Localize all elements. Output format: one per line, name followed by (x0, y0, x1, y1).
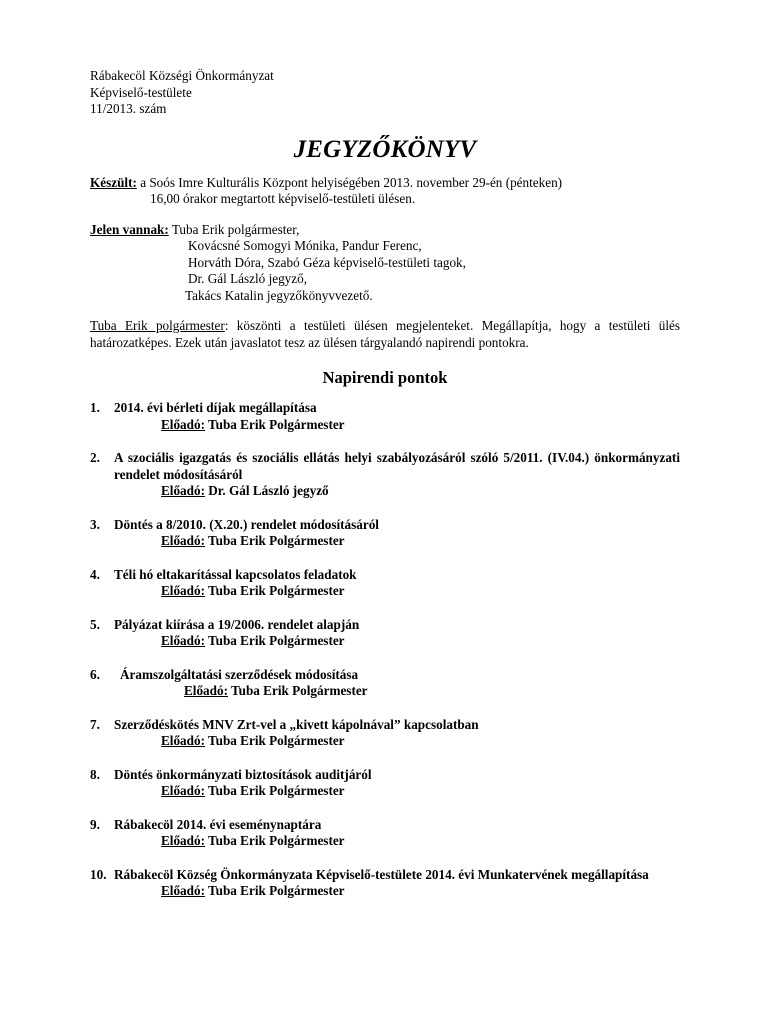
agenda-item-title: A szociális igazgatás és szociális ellátás helyi szabályozásáról szóló 5/2011. (IV.04.) önkormányzati rendelet módosításáról (114, 450, 680, 482)
presenter-label: Előadó: (161, 783, 205, 798)
presenter-name: Tuba Erik Polgármester (204, 533, 345, 548)
agenda-item-number: 3. (90, 516, 100, 532)
agenda-item-presenter (114, 417, 680, 434)
keszult-line-1 (90, 175, 680, 192)
agenda-item (90, 667, 680, 700)
keszult-paragraph (90, 175, 680, 208)
attendee-item: Takács Katalin jegyzőkönyvvezető. (185, 287, 373, 303)
agenda-heading: Napirendi pontok (322, 368, 448, 387)
presenter-name: Tuba Erik Polgármester (204, 783, 345, 798)
presenter-name: Tuba Erik Polgármester (204, 633, 345, 648)
agenda-item (90, 817, 680, 850)
agenda-item (90, 400, 680, 433)
attendee-item: Dr. Gál László jegyző, (188, 271, 308, 286)
attendee-row (90, 222, 680, 239)
presenter-label: Előadó: (161, 533, 205, 548)
presenter-label: Előadó: (161, 416, 205, 432)
agenda-item-presenter (114, 483, 680, 500)
agenda-item-title: Áramszolgáltatási szerződések módosítása (120, 666, 359, 682)
agenda-item-number: 6. (90, 666, 100, 682)
agenda-item-number: 2. (90, 450, 100, 465)
agenda-item-number: 5. (90, 616, 100, 632)
agenda-item-number: 7. (90, 716, 100, 732)
agenda-item (90, 517, 680, 550)
presenter-label: Előadó: (161, 883, 205, 898)
agenda-item-presenter (114, 783, 680, 800)
presenter-name: Tuba Erik Polgármester (204, 416, 345, 432)
agenda-item-number: 8. (90, 766, 100, 782)
agenda-item-presenter (114, 733, 680, 750)
agenda-item-title: Rábakecöl Község Önkormányzata Képviselő-testülete 2014. évi Munkatervének megállapítása (114, 866, 649, 882)
presenter-label: Előadó: (161, 833, 205, 848)
attendees-block (90, 222, 680, 305)
document-title: JEGYZŐKÖNYV (293, 135, 477, 163)
agenda-item-title: Téli hó eltakarítással kapcsolatos feladatok (114, 566, 357, 582)
agenda-item-presenter (114, 583, 680, 600)
presenter-label: Előadó: (161, 633, 205, 648)
agenda-item-title: Rábakecöl 2014. évi eseménynaptára (114, 816, 322, 832)
presenter-name: Tuba Erik Polgármester (204, 883, 345, 898)
agenda-item-presenter (114, 833, 680, 850)
agenda-item (90, 767, 680, 800)
agenda-item-number: 9. (90, 816, 100, 832)
agenda-item-presenter (114, 633, 680, 650)
header-body: Képviselő-testülete (90, 84, 192, 100)
agenda-item (90, 567, 680, 600)
header-number: 11/2013. szám (90, 101, 167, 116)
document-header (90, 68, 680, 118)
agenda-item-title: Pályázat kiírása a 19/2006. rendelet alapján (114, 616, 360, 632)
document-page (90, 68, 680, 917)
presenter-name: Tuba Erik Polgármester (204, 833, 345, 848)
attendees-label: Jelen vannak: (90, 221, 169, 237)
presenter-name: Tuba Erik Polgármester (227, 683, 368, 698)
presenter-label: Előadó: (161, 583, 205, 598)
presenter-label: Előadó: (161, 483, 205, 498)
presenter-label: Előadó: (184, 683, 228, 698)
agenda-item-number: 1. (90, 400, 100, 415)
agenda-item-title: Szerződéskötés MNV Zrt-vel a „kivett kápolnával” kapcsolatban (114, 716, 479, 732)
agenda-item-presenter (120, 683, 680, 700)
presenter-label: Előadó: (161, 733, 205, 748)
agenda-item (90, 617, 680, 650)
agenda-item-number: 4. (90, 566, 100, 582)
keszult-text-1: a Soós Imre Kulturális Központ helyiségében 2013. november 29-én (pénteken) (136, 174, 563, 190)
agenda-item (90, 867, 680, 900)
agenda-item-number: 10. (90, 866, 107, 882)
intro-paragraph (90, 318, 680, 351)
presenter-name: Tuba Erik Polgármester (204, 733, 345, 748)
presenter-name: Tuba Erik Polgármester (204, 583, 345, 598)
header-municipality: Rábakecöl Községi Önkormányzat (90, 68, 274, 83)
agenda-item-title: 2014. évi bérleti díjak megállapítása (114, 400, 317, 415)
keszult-line-2: 16,00 órakor megtartott képviselő-testületi ülésen. (150, 191, 416, 206)
keszult-label: Készült: (90, 174, 137, 190)
agenda-list (90, 400, 680, 900)
intro-text: : köszönti a testületi ülésen megjelenteket. Megállapítja, hogy a testületi ülés határozatképes. Ezek után javaslatot tesz az ülésen tárgyalandó napirendi pontokra. (90, 318, 680, 350)
agenda-item (90, 717, 680, 750)
presenter-name: Dr. Gál László jegyző (204, 483, 329, 498)
attendee-item: Tuba Erik polgármester, (171, 221, 300, 237)
agenda-item-presenter (114, 533, 680, 550)
attendee-item: Horváth Dóra, Szabó Géza képviselő-testületi tagok, (188, 254, 466, 270)
agenda-item-title: Döntés a 8/2010. (X.20.) rendelet módosításáról (114, 516, 379, 532)
attendee-item: Kovácsné Somogyi Mónika, Pandur Ferenc, (188, 238, 422, 253)
agenda-item-presenter (114, 883, 680, 900)
intro-speaker: Tuba Erik polgármester (90, 318, 225, 333)
agenda-item-title: Döntés önkormányzati biztosítások auditjáról (114, 766, 372, 782)
agenda-item (90, 450, 680, 500)
